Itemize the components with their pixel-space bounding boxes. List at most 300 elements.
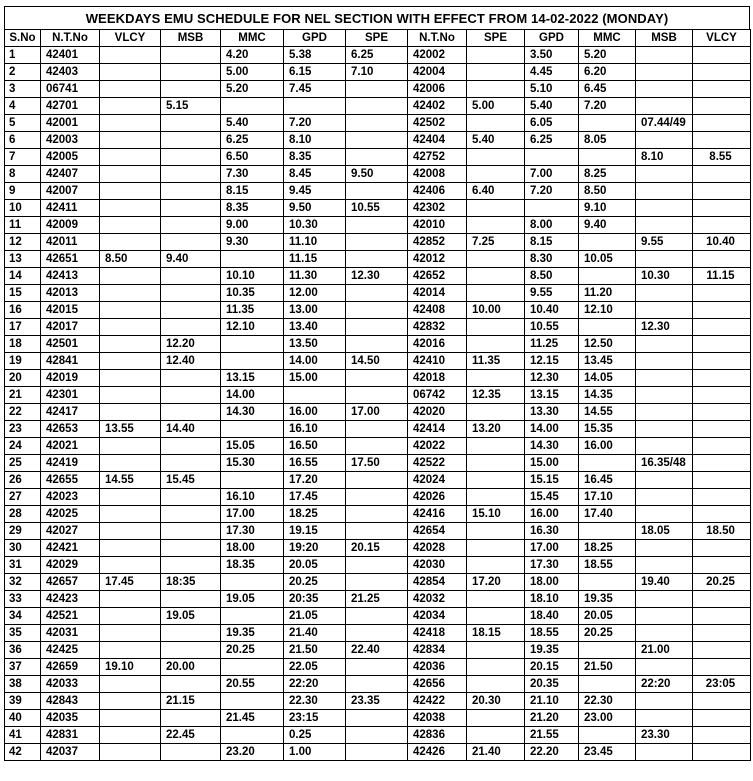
- table-cell: [346, 523, 408, 540]
- table-cell: [161, 744, 221, 761]
- table-cell: [100, 115, 161, 132]
- table-cell: 18: [5, 336, 41, 353]
- table-row: [5, 353, 751, 370]
- table-cell: [100, 438, 161, 455]
- table-cell: [100, 404, 161, 421]
- table-cell: [693, 353, 751, 370]
- table-cell: [579, 319, 636, 336]
- table-cell: 40: [5, 710, 41, 727]
- table-cell: 20: [5, 370, 41, 387]
- table-cell: [636, 336, 693, 353]
- table-cell: [693, 200, 751, 217]
- table-cell: 16.00: [284, 404, 346, 421]
- table-cell: 9.30: [221, 234, 284, 251]
- table-cell: 17.45: [284, 489, 346, 506]
- table-cell: 42413: [41, 268, 100, 285]
- table-cell: 5.20: [221, 81, 284, 98]
- table-row: [5, 591, 751, 608]
- table-cell: [346, 319, 408, 336]
- table-cell: [100, 268, 161, 285]
- table-cell: 19.35: [525, 642, 579, 659]
- table-cell: 42012: [408, 251, 467, 268]
- table-cell: 7: [5, 149, 41, 166]
- table-cell: 42003: [41, 132, 100, 149]
- table-cell: 20.25: [284, 574, 346, 591]
- table-body: [5, 47, 751, 761]
- table-cell: [161, 404, 221, 421]
- table-cell: 19:20: [284, 540, 346, 557]
- table-cell: 20.55: [221, 676, 284, 693]
- table-cell: [346, 744, 408, 761]
- table-cell: [161, 285, 221, 302]
- table-cell: 5.15: [161, 98, 221, 115]
- table-cell: 14: [5, 268, 41, 285]
- table-cell: 20.25: [693, 574, 751, 591]
- table-cell: 13.15: [221, 370, 284, 387]
- table-cell: 21.45: [221, 710, 284, 727]
- table-cell: 42016: [408, 336, 467, 353]
- table-cell: 14.40: [161, 421, 221, 438]
- table-cell: [467, 540, 525, 557]
- table-cell: [161, 217, 221, 234]
- table-cell: 32: [5, 574, 41, 591]
- table-cell: 35: [5, 625, 41, 642]
- column-header: GPD: [284, 30, 346, 47]
- table-cell: 42419: [41, 455, 100, 472]
- table-cell: [100, 710, 161, 727]
- table-cell: [467, 285, 525, 302]
- table-cell: [636, 421, 693, 438]
- table-cell: [346, 302, 408, 319]
- table-cell: 17.50: [346, 455, 408, 472]
- table-cell: 42011: [41, 234, 100, 251]
- table-cell: 21.05: [284, 608, 346, 625]
- table-cell: [693, 98, 751, 115]
- table-cell: [525, 200, 579, 217]
- table-cell: [467, 81, 525, 98]
- table-cell: 9.00: [221, 217, 284, 234]
- table-cell: 17.00: [525, 540, 579, 557]
- table-cell: 42657: [41, 574, 100, 591]
- table-cell: 19.15: [284, 523, 346, 540]
- table-cell: 26: [5, 472, 41, 489]
- table-cell: 42024: [408, 472, 467, 489]
- table-cell: [346, 251, 408, 268]
- table-cell: 16.00: [525, 506, 579, 523]
- table-cell: 42021: [41, 438, 100, 455]
- table-cell: 19.40: [636, 574, 693, 591]
- table-cell: 12.10: [221, 319, 284, 336]
- table-cell: [221, 472, 284, 489]
- table-cell: [161, 676, 221, 693]
- table-cell: 20.25: [579, 625, 636, 642]
- table-cell: 06742: [408, 387, 467, 404]
- table-cell: 37: [5, 659, 41, 676]
- table-cell: 5.40: [221, 115, 284, 132]
- table-cell: 18.55: [579, 557, 636, 574]
- table-cell: 42006: [408, 81, 467, 98]
- table-cell: [221, 693, 284, 710]
- table-cell: [693, 506, 751, 523]
- table-cell: [100, 455, 161, 472]
- table-cell: 17.00: [221, 506, 284, 523]
- table-cell: 13.15: [525, 387, 579, 404]
- table-cell: 42302: [408, 200, 467, 217]
- table-cell: 42407: [41, 166, 100, 183]
- table-cell: [579, 676, 636, 693]
- table-cell: 9.40: [579, 217, 636, 234]
- table-cell: [100, 64, 161, 81]
- table-row: [5, 642, 751, 659]
- table-cell: 18.35: [221, 557, 284, 574]
- column-header: GPD: [525, 30, 579, 47]
- table-cell: [636, 557, 693, 574]
- table-cell: [693, 47, 751, 64]
- table-cell: [693, 302, 751, 319]
- table-cell: [467, 319, 525, 336]
- table-cell: [100, 642, 161, 659]
- table-cell: [467, 455, 525, 472]
- table-cell: 42036: [408, 659, 467, 676]
- table-cell: 22.30: [284, 693, 346, 710]
- table-cell: 42025: [41, 506, 100, 523]
- table-cell: [693, 370, 751, 387]
- table-cell: 10.30: [284, 217, 346, 234]
- table-cell: 18:35: [161, 574, 221, 591]
- table-cell: 42651: [41, 251, 100, 268]
- table-cell: [161, 489, 221, 506]
- table-cell: 7.20: [525, 183, 579, 200]
- table-cell: [100, 98, 161, 115]
- table-cell: [693, 540, 751, 557]
- table-cell: [221, 574, 284, 591]
- table-cell: 12.30: [525, 370, 579, 387]
- table-cell: 12.20: [161, 336, 221, 353]
- table-cell: 7.25: [467, 234, 525, 251]
- table-cell: [693, 642, 751, 659]
- table-cell: 23.00: [579, 710, 636, 727]
- table-cell: 15.30: [221, 455, 284, 472]
- table-cell: 11.10: [284, 234, 346, 251]
- table-cell: [636, 659, 693, 676]
- table-cell: 21.10: [525, 693, 579, 710]
- table-row: [5, 251, 751, 268]
- table-cell: [346, 506, 408, 523]
- table-cell: 31: [5, 557, 41, 574]
- table-row: [5, 404, 751, 421]
- table-cell: 23.35: [346, 693, 408, 710]
- table-cell: [636, 404, 693, 421]
- table-cell: [636, 285, 693, 302]
- table-cell: 6.25: [346, 47, 408, 64]
- table-cell: 10.05: [579, 251, 636, 268]
- table-cell: [100, 149, 161, 166]
- table-cell: 21.50: [579, 659, 636, 676]
- table-cell: [467, 404, 525, 421]
- table-cell: 23: [5, 421, 41, 438]
- table-cell: 17.45: [100, 574, 161, 591]
- table-cell: [636, 183, 693, 200]
- table-cell: 6.20: [579, 64, 636, 81]
- table-cell: 42411: [41, 200, 100, 217]
- table-cell: 6.05: [525, 115, 579, 132]
- table-cell: 11: [5, 217, 41, 234]
- table-cell: [467, 557, 525, 574]
- table-cell: 5.38: [284, 47, 346, 64]
- table-cell: 12.15: [525, 353, 579, 370]
- table-cell: [221, 98, 284, 115]
- table-cell: [467, 642, 525, 659]
- table-cell: 42403: [41, 64, 100, 81]
- table-row: [5, 625, 751, 642]
- table-cell: 21.00: [636, 642, 693, 659]
- table-cell: [346, 285, 408, 302]
- table-cell: 7.20: [579, 98, 636, 115]
- table-cell: [346, 710, 408, 727]
- table-cell: 8.15: [221, 183, 284, 200]
- table-cell: 33: [5, 591, 41, 608]
- table-cell: 9.40: [161, 251, 221, 268]
- table-row: [5, 676, 751, 693]
- table-cell: 6.15: [284, 64, 346, 81]
- column-header: MSB: [161, 30, 221, 47]
- table-cell: [100, 132, 161, 149]
- table-row: [5, 693, 751, 710]
- table-row: [5, 506, 751, 523]
- table-cell: 11.15: [284, 251, 346, 268]
- table-cell: 1: [5, 47, 41, 64]
- table-cell: 42026: [408, 489, 467, 506]
- table-cell: 25: [5, 455, 41, 472]
- table-cell: 42521: [41, 608, 100, 625]
- schedule-title: WEEKDAYS EMU SCHEDULE FOR NEL SECTION WITH EFFECT FROM 14-02-2022 (MONDAY): [4, 6, 750, 29]
- table-cell: [579, 234, 636, 251]
- table-cell: 5.40: [525, 98, 579, 115]
- table-cell: 7.20: [284, 115, 346, 132]
- table-cell: 15.10: [467, 506, 525, 523]
- table-cell: 10.00: [467, 302, 525, 319]
- table-cell: [100, 591, 161, 608]
- table-cell: 18.40: [525, 608, 579, 625]
- column-header: N.T.No: [41, 30, 100, 47]
- table-cell: 14.30: [525, 438, 579, 455]
- table-cell: [346, 387, 408, 404]
- table-cell: 42013: [41, 285, 100, 302]
- table-cell: 9.50: [284, 200, 346, 217]
- table-cell: 42854: [408, 574, 467, 591]
- table-cell: 18.00: [525, 574, 579, 591]
- table-cell: 19.10: [100, 659, 161, 676]
- table-cell: [693, 387, 751, 404]
- table-cell: [579, 149, 636, 166]
- table-cell: [100, 302, 161, 319]
- table-cell: [346, 625, 408, 642]
- table-cell: 42009: [41, 217, 100, 234]
- table-row: [5, 472, 751, 489]
- table-cell: [161, 387, 221, 404]
- table-cell: 9.55: [636, 234, 693, 251]
- table-cell: [579, 642, 636, 659]
- table-cell: 8.10: [636, 149, 693, 166]
- table-cell: [161, 115, 221, 132]
- table-cell: [161, 523, 221, 540]
- table-cell: 21.20: [525, 710, 579, 727]
- table-cell: 29: [5, 523, 41, 540]
- table-cell: 5: [5, 115, 41, 132]
- table-cell: 20.25: [221, 642, 284, 659]
- schedule-table: [4, 29, 751, 761]
- table-cell: 8.15: [525, 234, 579, 251]
- table-cell: 30: [5, 540, 41, 557]
- table-cell: 14.00: [284, 353, 346, 370]
- table-cell: [693, 608, 751, 625]
- table-cell: 42402: [408, 98, 467, 115]
- table-cell: 41: [5, 727, 41, 744]
- table-row: [5, 81, 751, 98]
- table-cell: [346, 489, 408, 506]
- table-cell: [221, 421, 284, 438]
- table-cell: [100, 183, 161, 200]
- table-cell: [161, 81, 221, 98]
- table-cell: 8.55: [693, 149, 751, 166]
- table-cell: 16.10: [221, 489, 284, 506]
- table-cell: [161, 642, 221, 659]
- table-row: [5, 438, 751, 455]
- table-cell: 14.30: [221, 404, 284, 421]
- table-cell: [467, 710, 525, 727]
- table-cell: 8.35: [284, 149, 346, 166]
- table-cell: [161, 370, 221, 387]
- table-cell: 42426: [408, 744, 467, 761]
- table-cell: 42417: [41, 404, 100, 421]
- table-cell: [100, 727, 161, 744]
- table-cell: 22.20: [525, 744, 579, 761]
- table-cell: [693, 489, 751, 506]
- table-cell: 10.40: [525, 302, 579, 319]
- table-cell: 12.00: [284, 285, 346, 302]
- table-cell: 11.25: [525, 336, 579, 353]
- table-cell: 0.25: [284, 727, 346, 744]
- table-cell: 42038: [408, 710, 467, 727]
- table-cell: 42010: [408, 217, 467, 234]
- table-cell: 13.30: [525, 404, 579, 421]
- table-cell: 10.30: [636, 268, 693, 285]
- table-cell: [161, 557, 221, 574]
- table-cell: 7.45: [284, 81, 346, 98]
- table-cell: 42007: [41, 183, 100, 200]
- table-cell: [100, 693, 161, 710]
- table-cell: [579, 115, 636, 132]
- table-cell: [693, 455, 751, 472]
- column-header: VLCY: [693, 30, 751, 47]
- table-cell: 42301: [41, 387, 100, 404]
- table-cell: [693, 659, 751, 676]
- table-cell: [579, 574, 636, 591]
- table-cell: 17.20: [467, 574, 525, 591]
- table-cell: 19.05: [221, 591, 284, 608]
- table-cell: 18.55: [525, 625, 579, 642]
- table-row: [5, 336, 751, 353]
- table-cell: 22.30: [579, 693, 636, 710]
- table-cell: 16.00: [579, 438, 636, 455]
- table-cell: 16.55: [284, 455, 346, 472]
- table-cell: 42418: [408, 625, 467, 642]
- table-cell: 42425: [41, 642, 100, 659]
- table-cell: 12.30: [636, 319, 693, 336]
- table-cell: [346, 608, 408, 625]
- table-cell: 15.05: [221, 438, 284, 455]
- table-cell: 13.55: [100, 421, 161, 438]
- table-cell: [467, 659, 525, 676]
- table-row: [5, 608, 751, 625]
- table-cell: 4.20: [221, 47, 284, 64]
- table-cell: [467, 47, 525, 64]
- table-cell: 42004: [408, 64, 467, 81]
- table-cell: 16.50: [284, 438, 346, 455]
- table-cell: [636, 353, 693, 370]
- table-row: [5, 166, 751, 183]
- table-cell: [161, 166, 221, 183]
- table-cell: [636, 64, 693, 81]
- table-cell: [100, 387, 161, 404]
- table-cell: [161, 234, 221, 251]
- table-cell: 18.00: [221, 540, 284, 557]
- table-cell: 16.30: [525, 523, 579, 540]
- table-cell: 28: [5, 506, 41, 523]
- column-header: N.T.No: [408, 30, 467, 47]
- table-cell: 21.40: [284, 625, 346, 642]
- table-cell: [467, 200, 525, 217]
- table-cell: [161, 64, 221, 81]
- table-cell: 42832: [408, 319, 467, 336]
- table-cell: 23.30: [636, 727, 693, 744]
- table-cell: [346, 132, 408, 149]
- table-cell: 13: [5, 251, 41, 268]
- table-cell: 42027: [41, 523, 100, 540]
- table-cell: [346, 115, 408, 132]
- table-cell: 7.30: [221, 166, 284, 183]
- table-cell: 17.20: [284, 472, 346, 489]
- table-cell: 21.50: [284, 642, 346, 659]
- table-cell: [693, 217, 751, 234]
- table-cell: 19.05: [161, 608, 221, 625]
- table-cell: [467, 336, 525, 353]
- table-cell: 14.50: [346, 353, 408, 370]
- table-cell: 20.30: [467, 693, 525, 710]
- table-cell: 42654: [408, 523, 467, 540]
- table-cell: [467, 115, 525, 132]
- table-cell: 42655: [41, 472, 100, 489]
- table-cell: [636, 387, 693, 404]
- table-row: [5, 98, 751, 115]
- table-cell: [636, 472, 693, 489]
- table-row: [5, 727, 751, 744]
- table-row: [5, 268, 751, 285]
- table-cell: 22:20: [636, 676, 693, 693]
- table-cell: 42035: [41, 710, 100, 727]
- table-cell: [100, 557, 161, 574]
- table-cell: [346, 81, 408, 98]
- table-cell: [693, 64, 751, 81]
- table-cell: [636, 438, 693, 455]
- table-header: [5, 30, 751, 47]
- table-cell: 6.25: [525, 132, 579, 149]
- table-cell: 5.20: [579, 47, 636, 64]
- table-row: [5, 234, 751, 251]
- table-cell: 8.35: [221, 200, 284, 217]
- table-cell: 14.00: [221, 387, 284, 404]
- table-cell: [161, 302, 221, 319]
